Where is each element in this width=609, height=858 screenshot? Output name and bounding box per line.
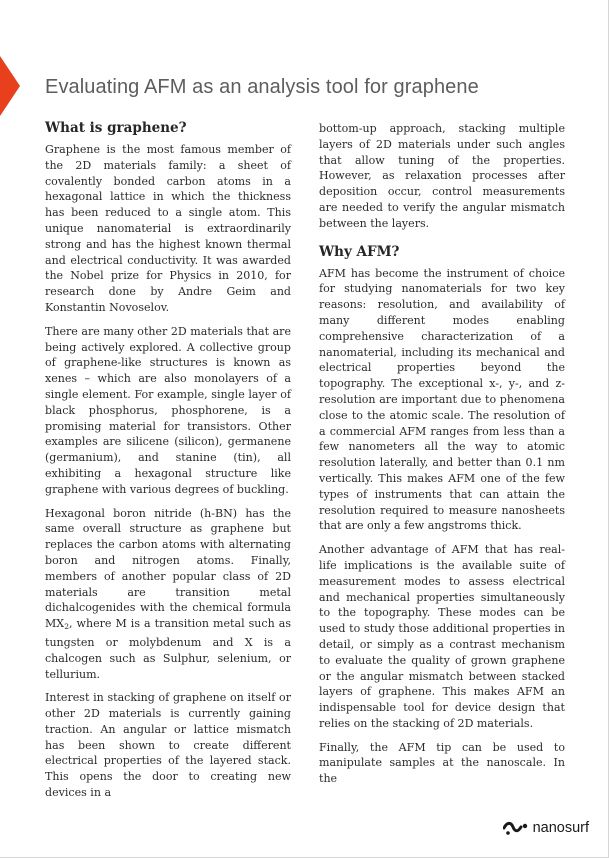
accent-tab <box>0 56 20 116</box>
paragraph-afm-modes: Another advantage of AFM that has real-life implications is the available suite of measurement modes to assess electrical and mechanical properties simultaneously to the topography. These modes can be used to study those additional properties in detail, or simply as a contrast mechanism to evaluate the quality of grown graphene or the angular mismatch between stacked layers of graphene. This makes AFM an indispensable tool for device design that relies on the stacking of 2D materials. <box>319 543 565 730</box>
left-column <box>45 120 291 809</box>
brand-name: nanosurf <box>532 820 589 836</box>
formula-subscript: 2 <box>64 622 69 632</box>
brand-logo <box>503 820 589 836</box>
paragraph-afm-choice: AFM has become the instrument of choice for studying nanomaterials for two key reasons: resolution, and availability of many different modes enabling comprehensive characterization of a nanomaterial, including its mechanical and electrical properties beyond the topography. The exceptional x-, y-, and z-resolution are important due to phenomena close to the atomic scale. The resolution of a commercial AFM ranges from less than a few nanometers all the way to atomic resolution laterally, and better than 0.1 nm vertically. This makes AFM one of the few types of instruments that can attain the resolution required to measure nanosheets that are only a few angstroms thick. <box>319 266 565 533</box>
paragraph-afm-manipulate: Finally, the AFM tip can be used to manipulate samples at the nanoscale. In the <box>319 740 565 786</box>
paragraph-stacking: Interest in stacking of graphene on itself or other 2D materials is currently gaining traction. An angular or lattice mismatch has been shown to create different electrical properties of the layered stack. This opens the door to creating new devices in a <box>45 691 291 800</box>
heading-what-is-graphene: What is graphene? <box>45 120 187 136</box>
paragraph-graphene-intro: Graphene is the most famous member of the 2D materials family: a sheet of covalently bonded carbon atoms in a hexagonal lattice in which the thickness has been reduced to a single atom. This unique nanomaterial is extraordinarily strong and has the highest known thermal and electrical conductivity. It was awarded the Nobel prize for Physics in 2010, for research done by Andre Geim and Konstantin Novoselov. <box>45 143 291 314</box>
nanosurf-logo-icon <box>503 820 529 836</box>
hbn-text-a: Hexagonal boron nitride (h-BN) has the same overall structure as graphene but replaces the carbon atoms with alternating boron and nitrogen atoms. Finally, members of another popular class of 2D materials are transition metal dichalcogenides with the chemical formula MX <box>45 506 291 631</box>
paragraph-bottom-up: bottom-up approach, stacking multiple layers of 2D materials under such angles that allow tuning of the properties. However, as relaxation processes after deposition occur, control measurements are needed to verify the angular mismatch between the layers. <box>319 122 565 230</box>
heading-why-afm: Why AFM? <box>319 243 400 260</box>
paragraph-hbn <box>45 506 291 683</box>
hbn-text-b: , where M is a transition metal such as tungsten or molybdenum and X is a chalcogen such as Sulphur, selenium, or tellurium. <box>45 617 291 681</box>
right-column <box>319 121 565 795</box>
document-title: Evaluating AFM as an analysis tool for graphene <box>45 76 479 98</box>
paragraph-other-2d-materials: There are many other 2D materials that are being actively explored. A collective group of graphene-like structures is known as xenes – which are also monolayers of a single element. For example, single layer of black phosphorus, phosphorene, is a promising material for transistors. Other examples are silicene (silicon), germanene (germanium), and stanine (tin), all exhibiting a hexagonal structure like graphene with various degrees of buckling. <box>45 324 291 496</box>
